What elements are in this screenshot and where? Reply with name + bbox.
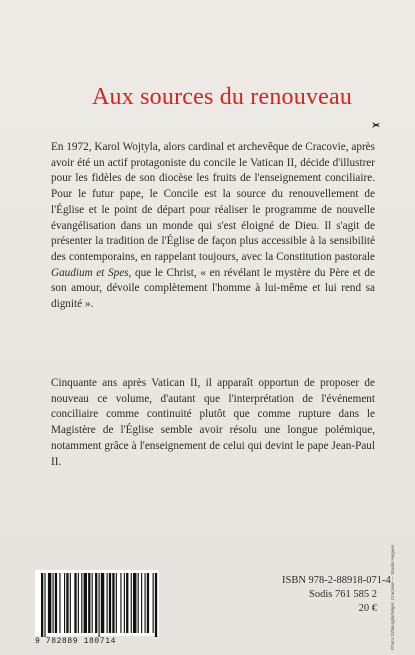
barcode-bar — [147, 573, 149, 633]
barcode-bar — [48, 573, 51, 633]
barcode-bar — [41, 573, 43, 637]
barcode-bar — [44, 573, 45, 637]
barcode-bar — [101, 573, 104, 633]
price: 20 € — [358, 603, 377, 614]
barcode-bar — [145, 573, 146, 633]
sodis-number: Sodis 761 585 2 — [309, 589, 377, 600]
barcode-bar — [141, 573, 142, 633]
barcode-bar — [133, 573, 136, 633]
isbn-block — [282, 574, 391, 616]
barcode-bar — [120, 573, 121, 633]
barcode-bar — [59, 573, 60, 633]
fly-icon — [371, 120, 381, 130]
barcode-bar — [124, 573, 125, 633]
barcode-bar — [131, 573, 132, 633]
photo-credits: Photo ©Zbiorgilo/Wiget, Cracovie — Studio Hugues — [390, 544, 395, 650]
barcode-bar — [55, 573, 57, 633]
isbn-number: ISBN 978-2-88918-071-4 — [282, 575, 391, 586]
barcode-bar — [126, 573, 128, 633]
barcode-bar — [95, 573, 97, 633]
barcode-bar — [66, 573, 68, 633]
barcode-bar — [70, 573, 71, 633]
summary-paragraph-2: Cinquante ans après Vatican II, il apparaît opportun de proposer de nouveau ce volume, d'autant que l'interprétation de l'événement conciliaire comme continuité plutôt que comme rupture dans le Magistère de l'Église semble avoir résolu une longue polémique, notamment grâce à l'enseignement de celui qui devint le pape Jean-Paul II. — [51, 377, 375, 468]
barcode-bar — [155, 573, 157, 637]
barcode-bar — [64, 573, 65, 633]
barcode-bar — [84, 573, 87, 633]
summary-text-cont: , que le Christ, « en révélant le mystère du Père et de son amour, dévoile complètement l'homme à lui-même et lui rend sa dignité ». — [51, 266, 375, 311]
barcode-bar — [99, 573, 100, 637]
barcode-bar — [53, 573, 54, 633]
summary-text: En 1972, Karol Wojtyla, alors cardinal et archevêque de Cracovie, après avoir été un actif protagoniste du concile le Vatican II, décide d'illustrer pour les fidèles de son diocèse les fruits de l'enseignement conciliaire. Pour le futur pape, le Concile est la source du renouvellement de l'Église et le point de départ pour réaliser le programme de nouvelle évangélisation dans un monde qui s'est éloigné de Dieu. Il s'agit de présenter la tradition de l'Église de façon plus accessible à la sensibilité des contemporains, en rappelant toujours, avec la Constitution pastorale — [51, 141, 375, 263]
barcode-bar — [92, 573, 93, 633]
barcode-bar — [153, 573, 154, 633]
work-title-italic: Gaudium et Spes — [51, 266, 129, 279]
barcode-bar — [74, 573, 76, 633]
barcode-bar — [138, 573, 139, 633]
barcode-bar — [88, 573, 90, 633]
barcode-bar — [78, 573, 79, 633]
barcode-bar — [107, 573, 108, 633]
summary-paragraph-1 — [51, 140, 375, 313]
barcode-bar — [116, 573, 117, 633]
barcode-bar — [81, 573, 82, 633]
book-title: Aux sources du renouveau — [92, 84, 353, 110]
barcode-bar — [109, 573, 111, 633]
barcode-digits: 9 782889 180714 — [35, 637, 117, 646]
barcode — [35, 570, 159, 642]
barcode-bar — [112, 573, 114, 633]
